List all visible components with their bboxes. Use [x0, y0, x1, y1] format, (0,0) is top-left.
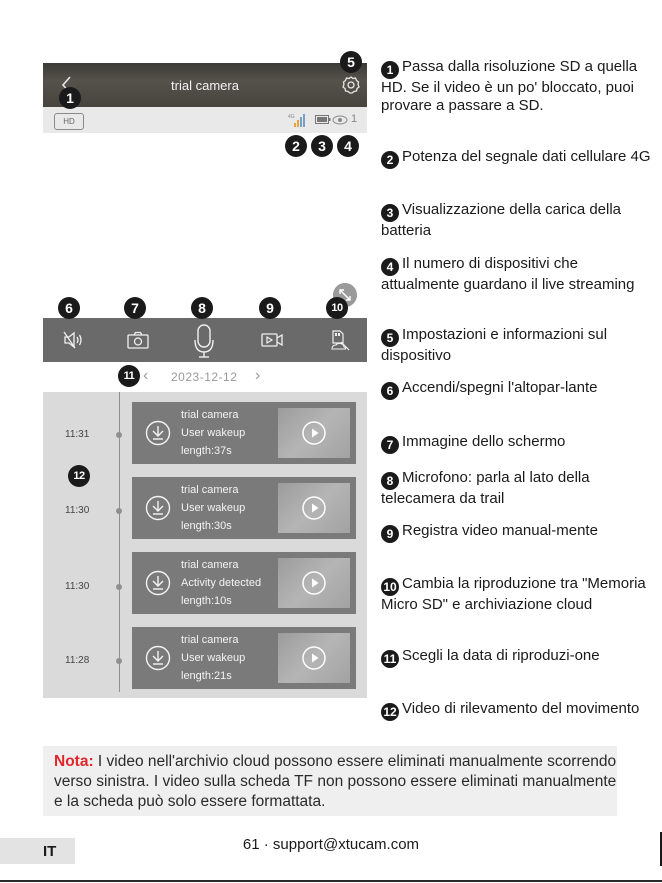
recording-event: User wakeup	[181, 427, 246, 439]
callout-badge-4: 4	[337, 135, 359, 157]
note-text: Video di rilevamento del movimento	[402, 700, 640, 717]
recording-length: length:30s	[181, 520, 232, 532]
recording-length: length:21s	[181, 670, 232, 682]
note-text: Cambia la riproduzione tra "Memoria Micro SD" e archiviazione cloud	[381, 575, 646, 613]
callout-badge-3: 3	[311, 135, 333, 157]
recording-info	[181, 556, 261, 610]
note-item-5	[381, 326, 656, 365]
live-video-area[interactable]	[43, 133, 367, 318]
recording-thumbnail[interactable]	[278, 483, 350, 533]
recording-card[interactable]	[132, 627, 356, 689]
recording-thumbnail[interactable]	[278, 558, 350, 608]
play-icon[interactable]	[302, 646, 326, 670]
download-icon[interactable]	[145, 645, 171, 671]
recording-camera: trial camera	[181, 634, 239, 646]
download-icon[interactable]	[145, 570, 171, 596]
note-label: Nota:	[54, 753, 94, 770]
timeline-dot	[116, 432, 122, 438]
note-number: 10	[381, 578, 399, 596]
callout-badge-2: 2	[285, 135, 307, 157]
recording-event: Activity detected	[181, 577, 262, 589]
note-item-7	[381, 433, 656, 454]
header-bar	[43, 63, 367, 107]
date-label[interactable]: 2023-12-12	[171, 370, 238, 384]
recording-info	[181, 406, 245, 460]
callout-badge-1: 1	[59, 87, 81, 109]
date-next-button[interactable]: ›	[255, 367, 261, 384]
note-number: 3	[381, 204, 399, 222]
recording-card[interactable]	[132, 402, 356, 464]
play-icon[interactable]	[302, 496, 326, 520]
note-item-8	[381, 469, 656, 508]
note-item-6	[381, 379, 656, 400]
viewer-count: 1	[351, 113, 358, 125]
note-number: 2	[381, 151, 399, 169]
recording-length: length:37s	[181, 445, 232, 457]
microphone-icon[interactable]	[192, 324, 216, 358]
note-item-11	[381, 647, 656, 668]
callout-badge-9: 9	[259, 297, 281, 319]
signal-4g-icon	[288, 113, 306, 127]
note-number: 8	[381, 472, 399, 490]
note-number: 9	[381, 525, 399, 543]
recording-event: User wakeup	[181, 652, 246, 664]
note-number: 11	[381, 650, 399, 668]
note-number: 4	[381, 258, 399, 276]
timeline-dot	[116, 658, 122, 664]
recording-camera: trial camera	[181, 409, 239, 421]
note-number: 5	[381, 329, 399, 347]
hd-toggle-button[interactable]: HD	[54, 113, 84, 130]
recording-length: length:10s	[181, 595, 232, 607]
camera-icon[interactable]	[126, 328, 150, 352]
language-tab: IT	[0, 838, 75, 864]
timeline-dot	[116, 508, 122, 514]
page-footer: 61 · support@xtucam.com	[242, 836, 420, 853]
note-text: Registra video manual-mente	[402, 522, 598, 539]
callout-badge-10: 10	[326, 297, 348, 319]
play-icon[interactable]	[302, 571, 326, 595]
note-number: 1	[381, 61, 399, 79]
svg-text:4G: 4G	[288, 114, 295, 120]
note-text: Impostazioni e informazioni sul dispositivo	[381, 326, 608, 364]
timeline-dot	[116, 584, 122, 590]
date-selector	[43, 362, 367, 392]
note-item-2	[381, 148, 656, 169]
note-box	[43, 746, 617, 816]
controls-bar	[43, 318, 367, 362]
battery-icon	[315, 115, 331, 124]
note-text: Scegli la data di riproduzi-one	[402, 647, 600, 664]
eye-icon	[332, 115, 348, 125]
note-text: Potenza del segnale dati cellulare 4G	[402, 148, 651, 165]
recording-event: User wakeup	[181, 502, 246, 514]
app-screenshot	[43, 63, 367, 698]
note-text: Microfono: parla al lato della telecamera da trail	[381, 469, 590, 507]
callout-badge-5: 5	[340, 51, 362, 73]
note-item-3	[381, 201, 656, 240]
recording-time: 11:30	[65, 505, 90, 516]
note-number: 6	[381, 382, 399, 400]
note-item-4	[381, 255, 656, 294]
recording-card[interactable]	[132, 552, 356, 614]
callout-badge-8: 8	[191, 297, 213, 319]
callout-badge-6: 6	[58, 297, 80, 319]
note-text: Passa dalla risoluzione SD a quella HD. Se il video è un po' bloccato, puoi provare a passare a SD.	[381, 58, 638, 114]
recording-time: 11:31	[65, 429, 90, 440]
note-item-9	[381, 522, 656, 543]
note-text: Visualizzazione della carica della batteria	[381, 201, 622, 239]
note-number: 7	[381, 436, 399, 454]
download-icon[interactable]	[145, 495, 171, 521]
note-item-12	[381, 700, 656, 721]
note-text: Accendi/spegni l'altopar-lante	[402, 379, 598, 396]
download-icon[interactable]	[145, 420, 171, 446]
note-text: Immagine dello schermo	[402, 433, 566, 450]
play-icon[interactable]	[302, 421, 326, 445]
speaker-mute-icon[interactable]	[61, 328, 85, 352]
callout-badge-11: 11	[118, 365, 140, 387]
recordings-timeline	[43, 392, 367, 698]
recording-camera: trial camera	[181, 484, 239, 496]
note-item-10	[381, 575, 656, 614]
bottom-rule	[0, 880, 662, 882]
app-title: trial camera	[171, 78, 239, 93]
recording-card[interactable]	[132, 477, 356, 539]
callout-badge-7: 7	[124, 297, 146, 319]
recording-camera: trial camera	[181, 559, 239, 571]
recording-time: 11:30	[65, 581, 90, 592]
note-text: Il numero di dispositivi che attualmente guardano il live streaming	[381, 255, 635, 293]
note-item-1	[381, 58, 656, 115]
date-prev-button[interactable]: ‹	[143, 367, 149, 384]
callout-badge-12: 12	[68, 465, 90, 487]
recording-info	[181, 631, 245, 685]
video-record-icon[interactable]	[260, 328, 284, 352]
recording-info	[181, 481, 245, 535]
recording-thumbnail[interactable]	[278, 633, 350, 683]
status-bar	[43, 107, 367, 133]
recording-time: 11:28	[65, 655, 90, 666]
recording-thumbnail[interactable]	[278, 408, 350, 458]
note-number: 12	[381, 703, 399, 721]
note-body: I video nell'archivio cloud possono essere eliminati manualmente scorrendo verso sinistra. I video sulla scheda TF non possono essere eliminati manualmente e la scheda può solo essere formattata.	[54, 753, 617, 810]
sd-cloud-switch-icon[interactable]	[327, 328, 351, 352]
gear-icon[interactable]	[341, 75, 361, 95]
